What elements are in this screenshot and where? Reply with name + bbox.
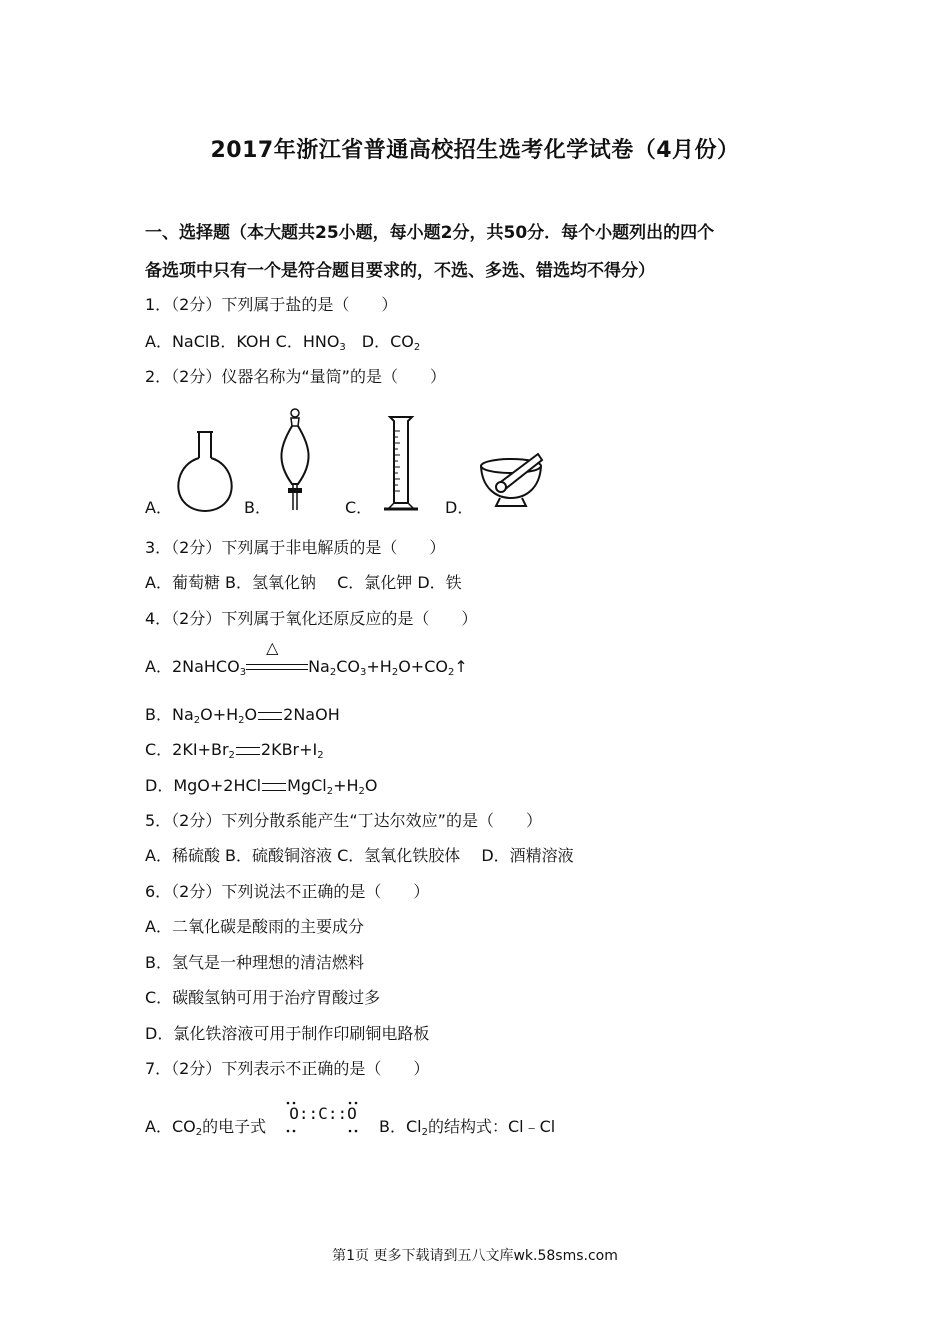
co2-electron-formula: [283, 1099, 363, 1139]
q4-option-d: D．MgO+2HCl $MgCl_2+H_2O$: [145, 776, 378, 797]
equals-sign: [262, 783, 286, 791]
q2-label-a: A．: [145, 498, 172, 517]
q4-a-reactant: A．2NaHCO: [145, 657, 240, 676]
electron-formula-text: O::C::O: [289, 1104, 357, 1123]
q3-options: A．葡萄糖 B．氢氧化钠 C．氯化钾 D．铁: [145, 573, 462, 592]
q1-stem: 1．（2分）下列属于盐的是（ ）: [145, 295, 398, 314]
q6-option-a: A．二氧化碳是酸雨的主要成分: [145, 917, 364, 936]
q7-stem: 7．（2分）下列表示不正确的是（ ）: [145, 1059, 430, 1078]
q7-a-prefix: A．CO: [145, 1117, 196, 1136]
q1-option-a-c: A．NaClB．KOH C．HNO: [145, 332, 340, 351]
exam-title: 2017年浙江省普通高校招生选考化学试卷（4月份）: [210, 138, 740, 163]
round-flask-icon: [170, 428, 240, 514]
q2-stem: 2．（2分）仪器名称为“量筒”的是（ ）: [145, 367, 446, 386]
up-arrow-icon: ↑: [454, 657, 468, 676]
q7-b-suffix: 的结构式：Cl﹣Cl: [427, 1117, 556, 1136]
triangle-icon: △: [266, 637, 279, 657]
q7-a-suffix: 的电子式: [202, 1117, 267, 1136]
q4-b-prefix: B．Na: [145, 705, 194, 724]
q4-option-a: A．2NaHCO$_3$ △ $Na_2CO_3+H_2O+CO_2↑$: [145, 637, 468, 678]
heat-equals-sign: [246, 637, 308, 675]
q4-d-prefix: D．MgO+2HCl: [145, 776, 262, 795]
q1-sub: 3: [339, 342, 346, 353]
q1-d-sub: 2: [413, 342, 421, 353]
q4-stem: 4．（2分）下列属于氧化还原反应的是（ ）: [145, 609, 478, 628]
q7-a-sub: 2: [195, 1127, 203, 1138]
q6-stem: 6．（2分）下列说法不正确的是（ ）: [145, 882, 430, 901]
q2-label-d: D．: [445, 498, 474, 517]
q4-c-prefix: C．2KI+Br: [145, 740, 229, 759]
separatory-funnel-icon: [270, 406, 320, 514]
q1-options: [145, 331, 420, 353]
section-heading: [145, 214, 825, 290]
section-heading-line2: 备选项中只有一个是符合题目要求的，不选、多选、错选均不得分）: [145, 261, 655, 281]
section-heading-line1: 一、选择题（本大题共25小题，每小题2分，共50分．每个小题列出的四个: [145, 223, 715, 243]
q5-stem: 5．（2分）下列分散系能产生“丁达尔效应”的是（ ）: [145, 811, 542, 830]
q7-option-a: [145, 1116, 266, 1138]
graduated-cylinder-icon: [376, 413, 426, 513]
q6-option-d: D．氯化铁溶液可用于制作印刷铜电路板: [145, 1024, 430, 1043]
equals-sign: [258, 712, 282, 720]
q1-option-d: D．CO: [345, 332, 414, 351]
q4-option-c: C．$2KI+Br_2$ $2KBr+I_2$: [145, 740, 324, 761]
page-footer: 第1页 更多下载请到五八文库wk.58sms.com: [332, 1248, 618, 1264]
q2-label-c: C．: [345, 498, 373, 517]
q2-label-b: B．: [244, 498, 271, 517]
q6-option-b: B．氢气是一种理想的清洁燃料: [145, 953, 364, 972]
equals-sign: [236, 747, 260, 755]
q4-option-b: B．$Na_2O+H_2O$ 2NaOH: [145, 705, 340, 726]
q4-a-product: Na: [308, 657, 330, 676]
q3-stem: 3．（2分）下列属于非电解质的是（ ）: [145, 538, 446, 557]
mortar-pestle-icon: [476, 448, 551, 512]
q6-option-c: C．碳酸氢钠可用于治疗胃酸过多: [145, 988, 381, 1007]
q7-option-b: [379, 1116, 555, 1138]
q7-b-sub: 2: [421, 1127, 428, 1138]
q5-options: A．稀硫酸 B．硫酸铜溶液 C．氢氧化铁胶体 D．酒精溶液: [145, 846, 574, 865]
q7-b-prefix: B．Cl: [379, 1117, 422, 1136]
